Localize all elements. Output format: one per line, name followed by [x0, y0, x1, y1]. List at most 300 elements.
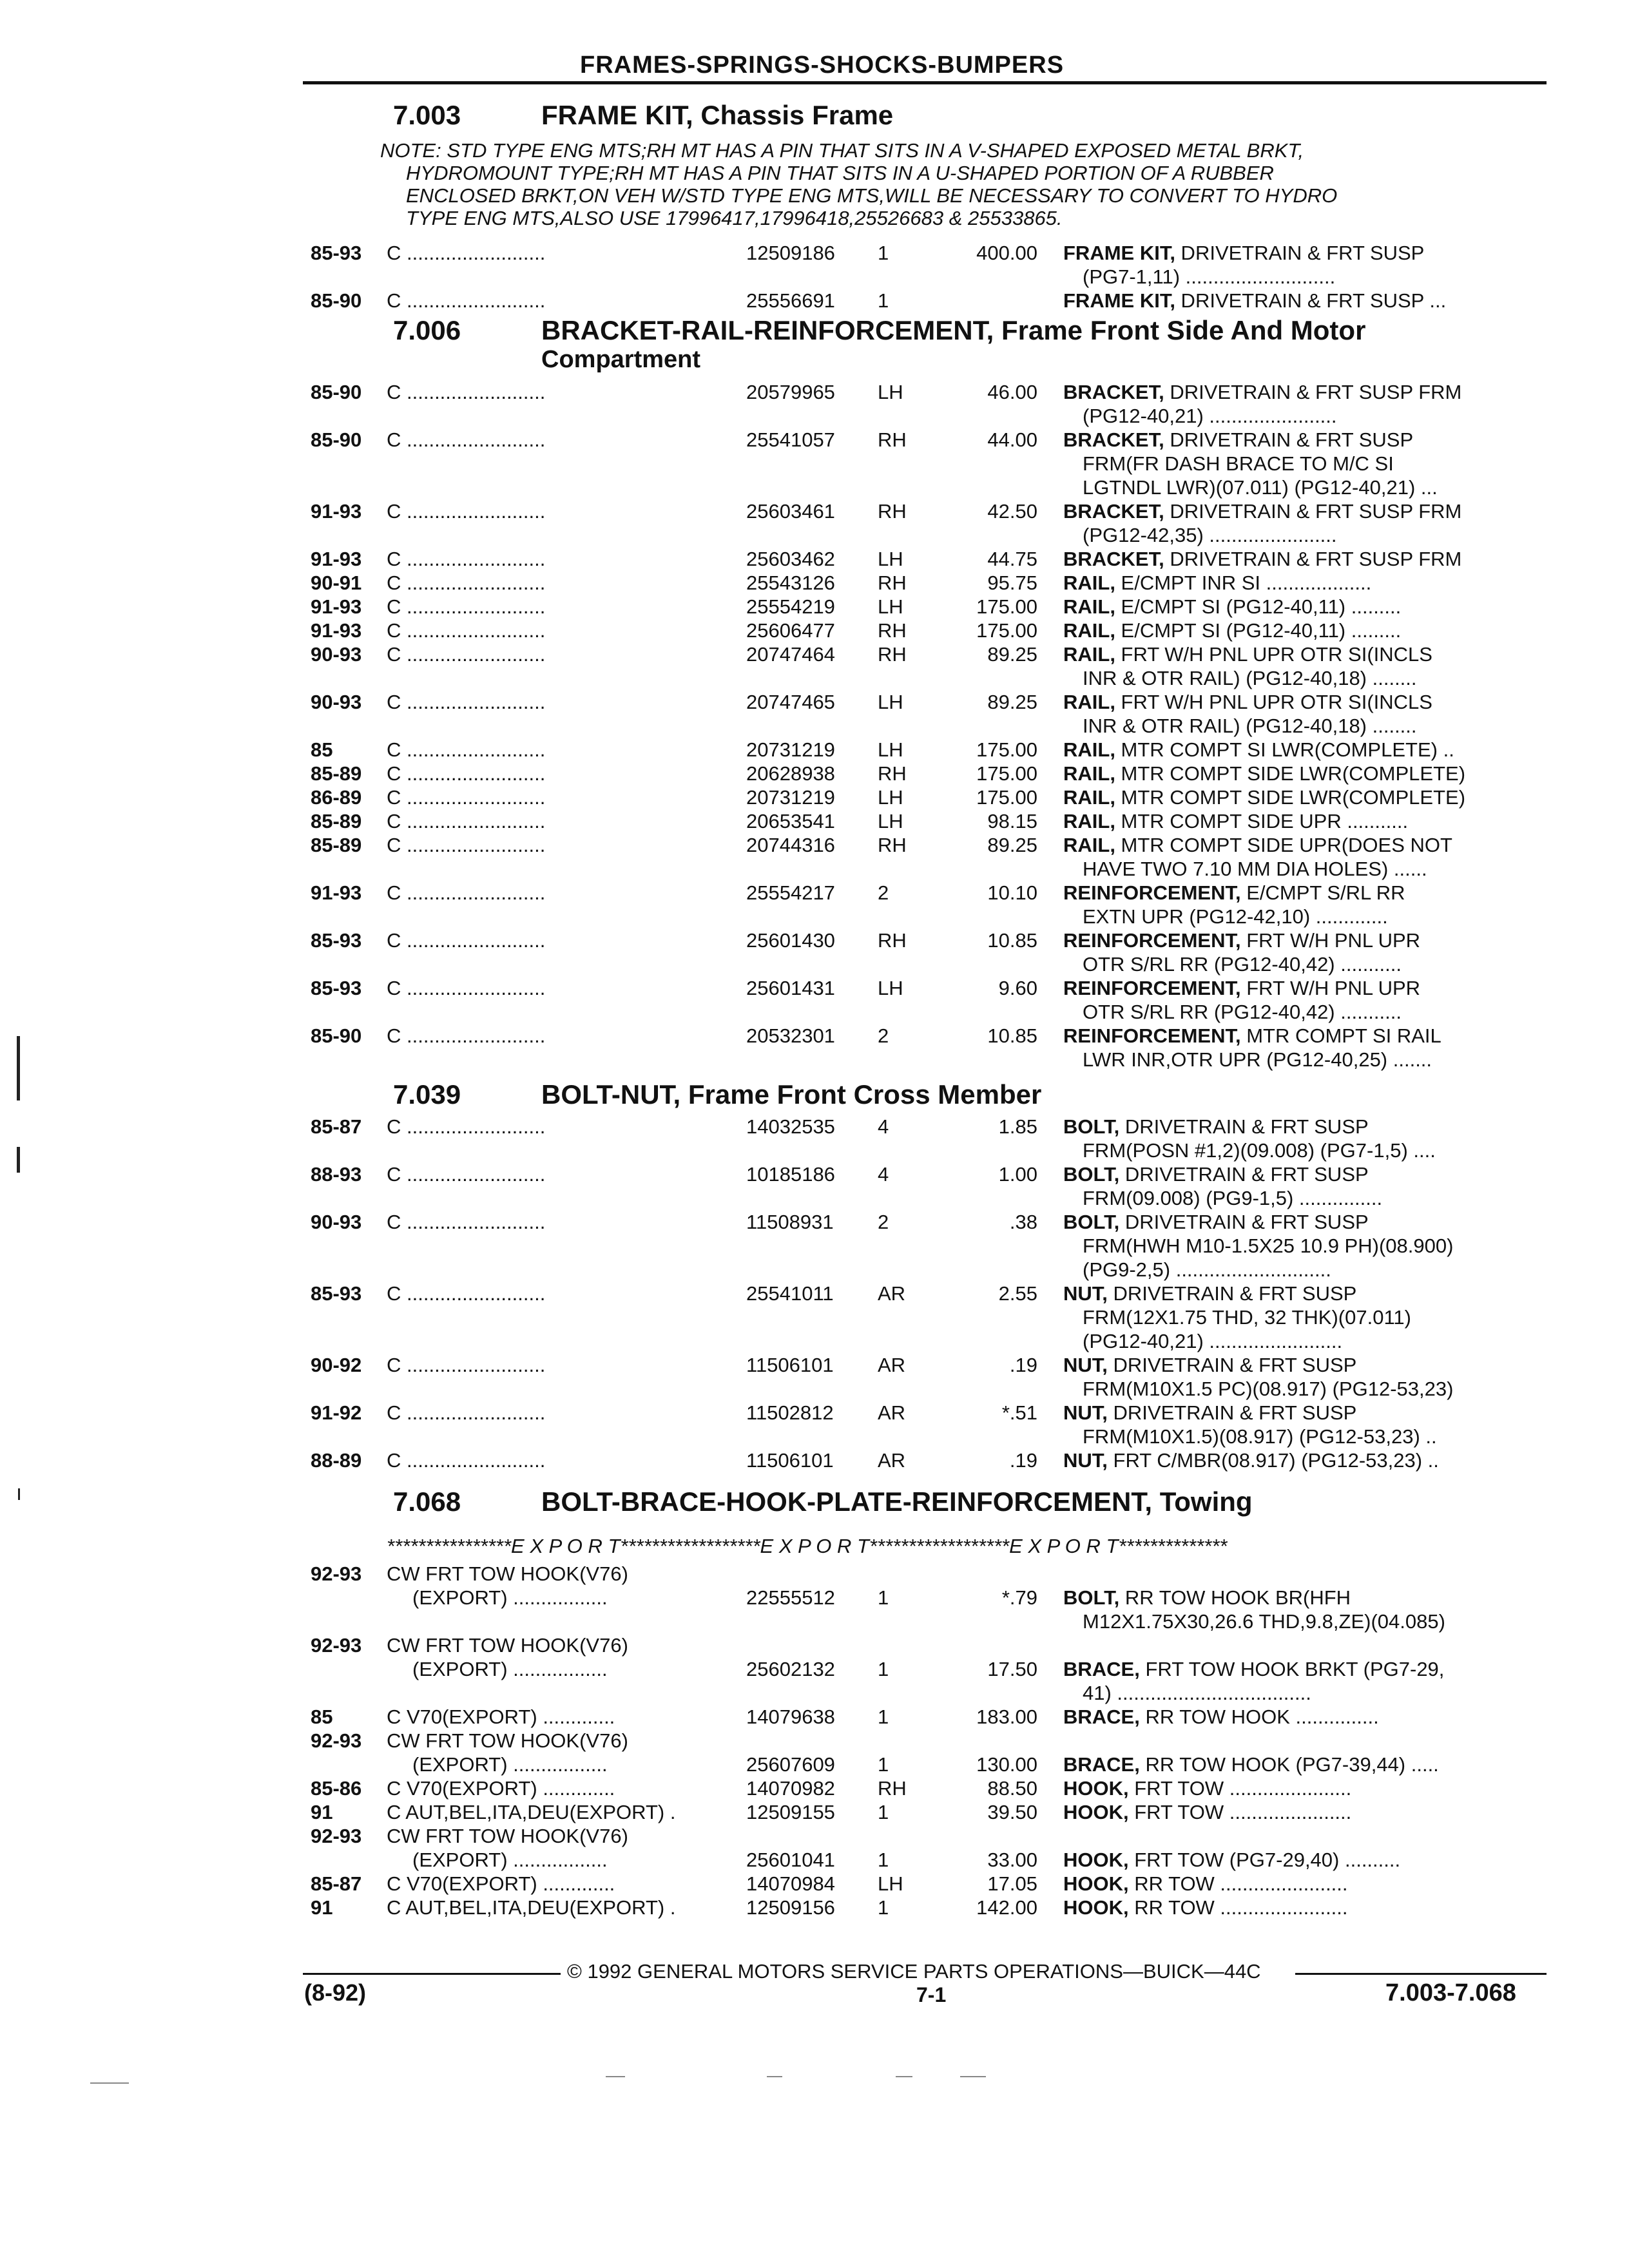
body-style: C V70(EXPORT) .............: [387, 1706, 615, 1728]
model-years: 85-87: [311, 1872, 362, 1895]
part-description: [1063, 380, 1553, 428]
part-keyword: RAIL,: [1063, 643, 1115, 666]
description-line: (PG7-1,11) ...........................: [1083, 265, 1336, 288]
description-line: [1063, 595, 1553, 619]
model-years: 90-93: [311, 643, 362, 666]
body-style: C .........................: [387, 595, 546, 618]
part-description: [1063, 809, 1553, 833]
part-keyword: BRACKET,: [1063, 381, 1164, 403]
body-style: C .........................: [387, 1401, 546, 1424]
body-style: CW FRT TOW HOOK(V76): [387, 1825, 628, 1847]
quantity: RH: [878, 643, 907, 666]
model-years: 85: [311, 738, 333, 761]
section-7039-heading: [393, 1079, 1041, 1111]
part-description: [1063, 1162, 1553, 1210]
part-description: [1063, 690, 1553, 738]
body-style-continued: (EXPORT) .................: [412, 1586, 608, 1609]
description-line: [1063, 547, 1553, 571]
model-years: 85-90: [311, 1024, 362, 1047]
model-years: 91-93: [311, 500, 362, 523]
part-number: 25556691: [746, 289, 835, 312]
part-description: [1063, 289, 1553, 312]
description-text: DRIVETRAIN & FRT SUSP ...: [1175, 289, 1447, 312]
part-number: 12509155: [746, 1801, 835, 1823]
model-years: 85-87: [311, 1115, 362, 1138]
description-line: [1063, 619, 1553, 642]
model-years: 85-90: [311, 289, 362, 312]
part-number: 25543126: [746, 572, 835, 594]
description-line: FRM(09.008) (PG9-1,5) ...............: [1083, 1187, 1383, 1209]
part-description: [1063, 785, 1553, 809]
footer-copyright: © 1992 GENERAL MOTORS SERVICE PARTS OPERATIONS—BUICK—44C: [567, 1960, 1261, 1983]
part-number: 25602132: [746, 1658, 835, 1680]
section-7006-heading: [393, 314, 1365, 347]
description-text: DRIVETRAIN & FRT SUSP: [1119, 1115, 1369, 1138]
part-number: 20744316: [746, 834, 835, 856]
price: 17.50: [987, 1658, 1037, 1680]
part-keyword: BRACKET,: [1063, 500, 1164, 523]
description-line: [1063, 1282, 1553, 1305]
quantity: 1: [878, 1753, 889, 1776]
body-style: C .........................: [387, 1354, 546, 1376]
description-line: [1063, 690, 1553, 714]
part-number: 20532301: [746, 1024, 835, 1047]
quantity: AR: [878, 1282, 906, 1305]
description-line: [1063, 833, 1553, 857]
price: .19: [1009, 1449, 1037, 1472]
price: 33.00: [987, 1849, 1037, 1871]
part-description: [1063, 619, 1553, 642]
body-style: C .........................: [387, 1024, 546, 1047]
part-description: [1063, 1800, 1553, 1824]
part-description: [1063, 1115, 1553, 1162]
part-description: [1063, 1586, 1553, 1633]
part-keyword: RAIL,: [1063, 738, 1115, 761]
part-keyword: BRACKET,: [1063, 428, 1164, 451]
footer-section-range: 7.003-7.068: [1385, 1979, 1516, 2006]
price: 88.50: [987, 1777, 1037, 1800]
price: 175.00: [976, 762, 1037, 785]
part-keyword: BRACE,: [1063, 1658, 1140, 1680]
description-line: [1063, 881, 1553, 905]
price: 400.00: [976, 242, 1037, 264]
part-keyword: BOLT,: [1063, 1586, 1120, 1609]
description-text: DRIVETRAIN & FRT SUSP: [1107, 1354, 1357, 1376]
description-line: [1063, 642, 1553, 666]
body-style: CW FRT TOW HOOK(V76): [387, 1634, 628, 1657]
body-style: C .........................: [387, 977, 546, 999]
part-description: [1063, 1401, 1553, 1448]
description-text: DRIVETRAIN & FRT SUSP: [1119, 1211, 1369, 1233]
note-line: HYDROMOUNT TYPE;RH MT HAS A PIN THAT SITS IN A U-SHAPED PORTION OF A RUBBER: [406, 162, 1274, 184]
part-description: [1063, 428, 1553, 499]
description-line: FRM(HWH M10-1.5X25 10.9 PH)(08.900): [1083, 1235, 1454, 1257]
part-number: 12509186: [746, 242, 835, 264]
body-style: C V70(EXPORT) .............: [387, 1872, 615, 1895]
body-style: C .........................: [387, 762, 546, 785]
body-style: C .........................: [387, 786, 546, 809]
body-style: C .........................: [387, 1211, 546, 1233]
model-years: 85-86: [311, 1777, 362, 1800]
description-line: [1063, 1896, 1553, 1919]
part-description: [1063, 1753, 1553, 1776]
model-years: 85-89: [311, 834, 362, 856]
price: 42.50: [987, 500, 1037, 523]
section-title: BRACKET-RAIL-REINFORCEMENT,: [541, 315, 994, 345]
description-line: [1063, 1705, 1553, 1729]
part-description: [1063, 928, 1553, 976]
part-number: 11508931: [746, 1211, 834, 1233]
price: 46.00: [987, 381, 1037, 403]
description-line: OTR S/RL RR (PG12-40,42) ...........: [1083, 953, 1402, 975]
description-text: DRIVETRAIN & FRT SUSP: [1175, 242, 1425, 264]
price: 142.00: [976, 1896, 1037, 1919]
part-number: 25606477: [746, 619, 835, 642]
part-description: [1063, 1210, 1553, 1282]
body-style: C .........................: [387, 548, 546, 570]
section-7068-heading: [393, 1486, 1253, 1518]
part-keyword: HOOK,: [1063, 1801, 1129, 1823]
part-number: 20747465: [746, 691, 835, 713]
quantity: LH: [878, 738, 903, 761]
model-years: 88-89: [311, 1449, 362, 1472]
scan-margin-mark: [17, 1147, 20, 1173]
part-keyword: BOLT,: [1063, 1211, 1120, 1233]
part-number: 14070984: [746, 1872, 835, 1895]
part-description: [1063, 1448, 1553, 1472]
part-keyword: NUT,: [1063, 1401, 1108, 1424]
part-description: [1063, 1705, 1553, 1729]
model-years: 85-89: [311, 762, 362, 785]
model-years: 92-93: [311, 1562, 362, 1585]
description-line: [1063, 499, 1553, 523]
description-line: [1063, 762, 1553, 785]
quantity: 1: [878, 1896, 889, 1919]
description-line: (PG12-40,21) .......................: [1083, 405, 1337, 427]
part-keyword: REINFORCEMENT,: [1063, 929, 1241, 952]
scan-smudge: [90, 2082, 129, 2084]
page-header-title: FRAMES-SPRINGS-SHOCKS-BUMPERS: [580, 52, 1065, 79]
footer-date: (8-92): [304, 1979, 367, 2006]
part-description: [1063, 547, 1553, 571]
part-keyword: HOOK,: [1063, 1872, 1129, 1895]
description-line: INR & OTR RAIL) (PG12-40,18) ........: [1083, 715, 1417, 737]
part-keyword: NUT,: [1063, 1449, 1108, 1472]
body-style: C .........................: [387, 381, 546, 403]
quantity: 1: [878, 242, 889, 264]
description-text: RR TOW HOOK ...............: [1139, 1706, 1379, 1728]
body-style: C .........................: [387, 881, 546, 904]
body-style: C .........................: [387, 428, 546, 451]
price: 130.00: [976, 1753, 1037, 1776]
body-style: C .........................: [387, 643, 546, 666]
body-style: C AUT,BEL,ITA,DEU(EXPORT) .: [387, 1801, 676, 1823]
quantity: RH: [878, 619, 907, 642]
quantity: 1: [878, 1586, 889, 1609]
part-description: [1063, 1024, 1553, 1072]
description-line: [1063, 1872, 1553, 1896]
body-style: C .........................: [387, 500, 546, 523]
description-text: DRIVETRAIN & FRT SUSP FRM: [1164, 500, 1462, 523]
section-title-rest: Frame Front Cross Member: [680, 1079, 1042, 1110]
quantity: RH: [878, 834, 907, 856]
part-number: 20579965: [746, 381, 835, 403]
scan-margin-mark: [17, 1036, 20, 1100]
model-years: 91: [311, 1896, 333, 1919]
body-style: C .........................: [387, 619, 546, 642]
part-description: [1063, 762, 1553, 785]
description-text: FRT W/H PNL UPR OTR SI(INCLS: [1115, 691, 1432, 713]
part-number: 11506101: [746, 1354, 834, 1376]
description-line: [1063, 1401, 1553, 1425]
part-number: 11506101: [746, 1449, 834, 1472]
description-line: [1063, 976, 1553, 1000]
description-text: E/CMPT SI (PG12-40,11) .........: [1115, 595, 1402, 618]
description-text: RR TOW .......................: [1128, 1872, 1348, 1895]
quantity: LH: [878, 1872, 903, 1895]
part-number: 25603461: [746, 500, 835, 523]
description-line: OTR S/RL RR (PG12-40,42) ...........: [1083, 1001, 1402, 1023]
body-style-continued: (EXPORT) .................: [412, 1658, 608, 1680]
part-keyword: BOLT,: [1063, 1163, 1120, 1186]
part-description: [1063, 1657, 1553, 1705]
description-text: MTR COMPT SI RAIL: [1240, 1024, 1441, 1047]
description-line: [1063, 1776, 1553, 1800]
body-style: C .........................: [387, 1163, 546, 1186]
part-number: 25601041: [746, 1849, 835, 1871]
quantity: 1: [878, 1706, 889, 1728]
part-description: [1063, 595, 1553, 619]
description-line: [1063, 1024, 1553, 1048]
part-keyword: RAIL,: [1063, 810, 1115, 832]
description-line: [1063, 1586, 1553, 1610]
description-text: FRT W/H PNL UPR: [1240, 977, 1421, 999]
footer-page-number: 7-1: [916, 1983, 947, 2006]
description-line: [1063, 1800, 1553, 1824]
body-style: C .........................: [387, 1115, 546, 1138]
description-text: FRT TOW ......................: [1128, 1801, 1352, 1823]
price: 98.15: [987, 810, 1037, 832]
section-title-rest: Towing: [1152, 1486, 1253, 1517]
scan-smudge: [767, 2076, 782, 2077]
part-description: [1063, 1848, 1553, 1872]
description-text: E/CMPT INR SI ...................: [1115, 572, 1372, 594]
part-number: 12509156: [746, 1896, 835, 1919]
description-line: 41) ...................................: [1083, 1682, 1311, 1704]
description-line: (PG9-2,5) ............................: [1083, 1258, 1331, 1281]
model-years: 85-93: [311, 1282, 362, 1305]
part-number: 25601431: [746, 977, 835, 999]
price: 10.85: [987, 1024, 1037, 1047]
note-line: TYPE ENG MTS,ALSO USE 17996417,17996418,25526683 & 25533865.: [406, 207, 1063, 229]
body-style: C V70(EXPORT) .............: [387, 1777, 615, 1800]
description-line: HAVE TWO 7.10 MM DIA HOLES) ......: [1083, 858, 1427, 880]
price: 89.25: [987, 691, 1037, 713]
description-line: [1063, 380, 1553, 404]
quantity: LH: [878, 548, 903, 570]
model-years: 86-89: [311, 786, 362, 809]
part-keyword: NUT,: [1063, 1354, 1108, 1376]
quantity: RH: [878, 762, 907, 785]
scan-smudge: [606, 2076, 625, 2077]
part-keyword: RAIL,: [1063, 595, 1115, 618]
part-keyword: REINFORCEMENT,: [1063, 881, 1241, 904]
scan-margin-mark: [18, 1488, 20, 1500]
model-years: 91-92: [311, 1401, 362, 1424]
description-line: [1063, 289, 1553, 312]
body-style: C .........................: [387, 1449, 546, 1472]
quantity: RH: [878, 1777, 907, 1800]
quantity: 1: [878, 289, 889, 312]
quantity: LH: [878, 810, 903, 832]
part-number: 14079638: [746, 1706, 835, 1728]
part-keyword: BRACE,: [1063, 1706, 1140, 1728]
model-years: 91-93: [311, 881, 362, 904]
part-number: 20747464: [746, 643, 835, 666]
quantity: LH: [878, 786, 903, 809]
part-description: [1063, 1353, 1553, 1401]
model-years: 85-93: [311, 977, 362, 999]
section-number: 7.068: [393, 1486, 461, 1517]
description-text: FRT C/MBR(08.917) (PG12-53,23) ..: [1107, 1449, 1439, 1472]
part-keyword: BRACE,: [1063, 1753, 1140, 1776]
quantity: LH: [878, 595, 903, 618]
model-years: 85: [311, 1706, 333, 1728]
description-line: [1063, 809, 1553, 833]
section-title: FRAME KIT, Chassis Frame: [541, 100, 894, 130]
part-number: 25607609: [746, 1753, 835, 1776]
body-style: C .........................: [387, 242, 546, 264]
part-keyword: RAIL,: [1063, 834, 1115, 856]
part-number: 25554219: [746, 595, 835, 618]
part-number: 11502812: [746, 1401, 834, 1424]
model-years: 85-89: [311, 810, 362, 832]
quantity: 2: [878, 881, 889, 904]
description-line: [1063, 1353, 1553, 1377]
part-keyword: REINFORCEMENT,: [1063, 1024, 1241, 1047]
price: 175.00: [976, 619, 1037, 642]
description-text: DRIVETRAIN & FRT SUSP: [1107, 1401, 1357, 1424]
part-number: 14070982: [746, 1777, 835, 1800]
description-text: MTR COMPT SIDE UPR ...........: [1115, 810, 1409, 832]
quantity: 2: [878, 1211, 889, 1233]
model-years: 91-93: [311, 619, 362, 642]
part-number: 25601430: [746, 929, 835, 952]
section-7003-heading: [393, 99, 893, 131]
price: *.79: [1001, 1586, 1037, 1609]
section-title: BOLT-BRACE-HOOK-PLATE-REINFORCEMENT,: [541, 1486, 1153, 1517]
description-line: [1063, 738, 1553, 762]
price: 44.00: [987, 428, 1037, 451]
description-text: DRIVETRAIN & FRT SUSP FRM: [1164, 548, 1462, 570]
description-text: DRIVETRAIN & FRT SUSP: [1164, 428, 1414, 451]
description-line: [1063, 1210, 1553, 1234]
footer-rule-right: [1295, 1973, 1547, 1975]
price: 95.75: [987, 572, 1037, 594]
description-text: RR TOW HOOK (PG7-39,44) .....: [1139, 1753, 1439, 1776]
price: 89.25: [987, 834, 1037, 856]
description-text: MTR COMPT SIDE LWR(COMPLETE): [1115, 762, 1466, 785]
quantity: 2: [878, 1024, 889, 1047]
price: .38: [1009, 1211, 1037, 1233]
quantity: 4: [878, 1163, 889, 1186]
quantity: RH: [878, 572, 907, 594]
model-years: 90-93: [311, 1211, 362, 1233]
description-text: MTR COMPT SI LWR(COMPLETE) ..: [1115, 738, 1454, 761]
price: 1.85: [998, 1115, 1037, 1138]
quantity: AR: [878, 1354, 906, 1376]
body-style-continued: (EXPORT) .................: [412, 1753, 608, 1776]
part-description: [1063, 499, 1553, 547]
part-keyword: BRACKET,: [1063, 548, 1164, 570]
price: 175.00: [976, 786, 1037, 809]
part-keyword: RAIL,: [1063, 762, 1115, 785]
price: 183.00: [976, 1706, 1037, 1728]
part-description: [1063, 1872, 1553, 1896]
body-style: CW FRT TOW HOOK(V76): [387, 1562, 628, 1585]
price: 9.60: [998, 977, 1037, 999]
part-number: 10185186: [746, 1163, 835, 1186]
price: 44.75: [987, 548, 1037, 570]
description-line: [1063, 571, 1553, 595]
description-line: [1063, 928, 1553, 952]
part-number: 25554217: [746, 881, 835, 904]
part-keyword: FRAME KIT,: [1063, 242, 1175, 264]
part-description: [1063, 976, 1553, 1024]
part-description: [1063, 642, 1553, 690]
price: 10.85: [987, 929, 1037, 952]
header-rule: [303, 81, 1547, 84]
description-line: [1063, 1115, 1553, 1139]
part-description: [1063, 241, 1553, 289]
description-line: [1063, 1448, 1553, 1472]
section-title-rest: Frame Front Side And Motor: [994, 315, 1366, 345]
model-years: 91-93: [311, 548, 362, 570]
description-line: FRM(M10X1.5)(08.917) (PG12-53,23) ..: [1083, 1425, 1437, 1448]
body-style: C .........................: [387, 929, 546, 952]
part-description: [1063, 1282, 1553, 1353]
description-line: (PG12-40,21) ........................: [1083, 1330, 1343, 1352]
quantity: AR: [878, 1449, 906, 1472]
description-text: RR TOW .......................: [1128, 1896, 1348, 1919]
part-number: 25541011: [746, 1282, 834, 1305]
description-text: FRT TOW ......................: [1128, 1777, 1352, 1800]
body-style: C .........................: [387, 1282, 546, 1305]
model-years: 85-90: [311, 381, 362, 403]
model-years: 90-91: [311, 572, 362, 594]
part-keyword: HOOK,: [1063, 1777, 1129, 1800]
price: 175.00: [976, 595, 1037, 618]
part-description: [1063, 833, 1553, 881]
quantity: RH: [878, 500, 907, 523]
body-style: C .........................: [387, 810, 546, 832]
description-line: FRM(FR DASH BRACE TO M/C SI: [1083, 452, 1394, 475]
part-keyword: NUT,: [1063, 1282, 1108, 1305]
description-text: DRIVETRAIN & FRT SUSP: [1119, 1163, 1369, 1186]
section-number: 7.039: [393, 1079, 461, 1110]
price: 10.10: [987, 881, 1037, 904]
export-banner: ****************E X P O R T******************E X P O R T******************E X P O R T**************: [387, 1535, 1228, 1557]
description-text: FRT TOW HOOK BRKT (PG7-29,: [1139, 1658, 1445, 1680]
part-description: [1063, 571, 1553, 595]
part-number: 20653541: [746, 810, 835, 832]
model-years: 91-93: [311, 595, 362, 618]
description-text: DRIVETRAIN & FRT SUSP: [1107, 1282, 1357, 1305]
body-style: CW FRT TOW HOOK(V76): [387, 1729, 628, 1752]
part-keyword: HOOK,: [1063, 1849, 1129, 1871]
description-line: [1063, 241, 1553, 265]
part-description: [1063, 881, 1553, 928]
